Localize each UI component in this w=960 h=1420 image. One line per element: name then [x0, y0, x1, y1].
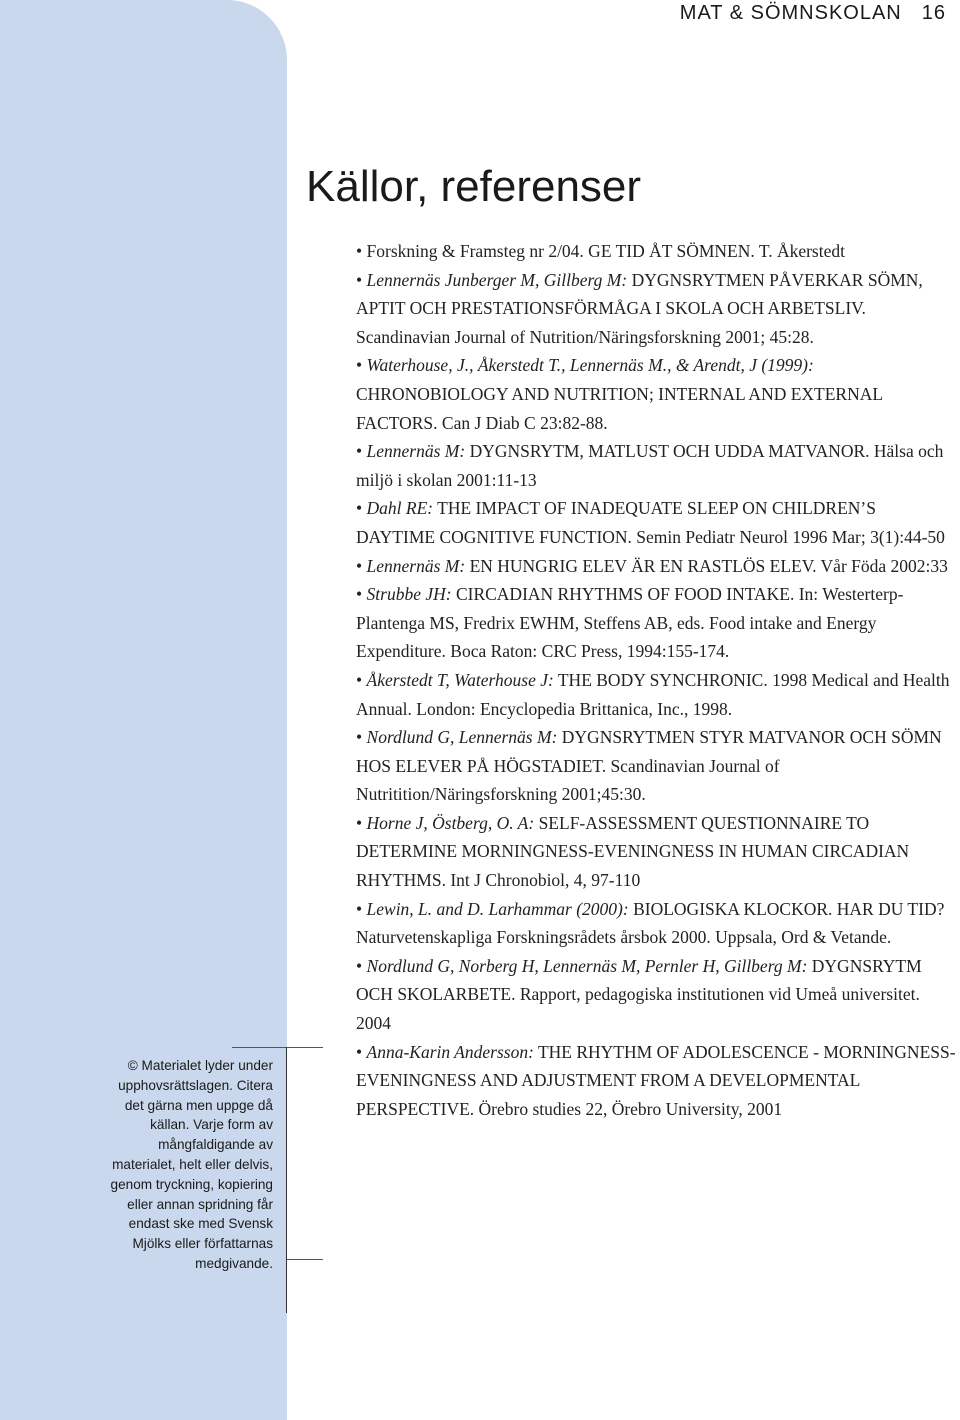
reference-item: [356, 666, 958, 723]
reference-text: THE IMPACT OF INADEQUATE SLEEP ON CHILDREN’S DAYTIME COGNITIVE FUNCTION. Semin Pediatr Neurol 1996 Mar; 3(1):44-50: [356, 498, 945, 547]
page-title: Källor, referenser: [306, 162, 642, 211]
reference-item: [356, 895, 958, 952]
reference-text: DYGNSRYTM OCH SKOLARBETE. Rapport, pedagogiska institutionen vid Umeå universitet. 2004: [356, 955, 922, 1034]
reference-authors: Nordlund G, Lennernäs M:: [366, 727, 558, 748]
reference-item: [356, 266, 958, 352]
copyright-notice: © Materialet lyder under upphovsrättslagen. Citera det gärna men uppge då källan. Varje form av mångfaldigande av materialet, helt eller delvis, genom tryckning, kopiering eller annan spridning får endast ske med Svensk Mjölks eller författarnas medgivande.: [110, 1058, 273, 1271]
reference-item: [356, 237, 958, 266]
reference-item: [356, 552, 958, 581]
reference-authors: Waterhouse, J., Åkerstedt T., Lennernäs M., & Arendt, J (1999):: [366, 355, 814, 376]
reference-authors: Horne J, Östberg, O. A:: [366, 812, 535, 833]
reference-item: [356, 723, 958, 809]
reference-item: [356, 351, 958, 437]
reference-list: [356, 237, 958, 1123]
reference-item: [356, 437, 958, 494]
reference-item: [356, 580, 958, 666]
divider-line: [287, 1047, 323, 1048]
section-title: MAT & SÖMNSKOLAN: [679, 2, 902, 24]
reference-authors: Åkerstedt T, Waterhouse J:: [366, 669, 554, 690]
reference-authors: Lennernäs M:: [366, 441, 466, 462]
reference-text: THE RHYTHM OF ADOLESCENCE - MORNINGNESS-EVENINGNESS AND ADJUSTMENT FROM A DEVELOPMENTAL PERSPECTIVE. Örebro studies 22, Örebro University, 2001: [356, 1041, 956, 1119]
page-header: [680, 2, 946, 25]
reference-authors: Lewin, L. and D. Larhammar (2000):: [366, 898, 629, 919]
reference-text: DYGNSRYTM, MATLUST OCH UDDA MATVANOR. Hälsa och miljö i skolan 2001:11-13: [356, 441, 944, 490]
reference-item: [356, 809, 958, 895]
divider-line: [287, 1259, 323, 1260]
reference-text: CHRONOBIOLOGY AND NUTRITION; INTERNAL AND EXTERNAL FACTORS. Can J Diab C 23:82-88.: [356, 383, 883, 433]
reference-item: [356, 952, 958, 1038]
reference-authors: Lennernäs Junberger M, Gillberg M:: [366, 269, 628, 290]
reference-text: THE BODY SYNCHRONIC. 1998 Medical and Health Annual. London: Encyclopedia Brittanica, Inc., 1998.: [356, 669, 950, 719]
reference-text: Forskning & Framsteg nr 2/04. GE TID ÅT SÖMNEN. T. Åkerstedt: [366, 241, 845, 261]
reference-authors: Lennernäs M:: [366, 555, 466, 576]
reference-authors: Dahl RE:: [366, 498, 434, 519]
reference-text: CIRCADIAN RHYTHMS OF FOOD INTAKE. In: Westerterp-Plantenga MS, Fredrix EWHM, Steffens AB, eds. Food intake and Energy Expenditure. Boca Raton: CRC Press, 1994:155-174.: [356, 584, 904, 662]
reference-text: BIOLOGISKA KLOCKOR. HAR DU TID? Naturvetenskapliga Forskningsrådets årsbok 2000. Uppsala, Ord & Vetande.: [356, 898, 945, 948]
reference-text: SELF-ASSESSMENT QUESTIONNAIRE TO DETERMINE MORNINGNESS-EVENINGNESS IN HUMAN CIRCADIAN RHYTHMS. Int J Chronobiol, 4, 97-110: [356, 812, 910, 891]
reference-item: [356, 1038, 958, 1124]
divider-line: [286, 1047, 287, 1313]
reference-authors: Anna-Karin Andersson:: [366, 1041, 534, 1062]
reference-authors: Strubbe JH:: [366, 584, 452, 605]
divider-line: [232, 1047, 287, 1048]
reference-item: [356, 494, 958, 551]
reference-authors: Nordlund G, Norberg H, Lennernäs M, Pernler H, Gillberg M:: [366, 955, 808, 976]
reference-text: DYGNSRYTMEN PÅVERKAR SÖMN, APTIT OCH PRESTATIONSFÖRMÅGA I SKOLA OCH ARBETSLIV. Scandinavian Journal of Nutrition/Näringsforskning 2001; 45:28.: [356, 269, 923, 347]
reference-text: DYGNSRYTMEN STYR MATVANOR OCH SÖMN HOS ELEVER PÅ HÖGSTADIET. Scandinavian Journal of Nutritition/Näringsforskning 2001;45:30.: [356, 727, 942, 805]
reference-text: EN HUNGRIG ELEV ÄR EN RASTLÖS ELEV. Vår Föda 2002:33: [465, 555, 948, 576]
page-number: 16: [921, 2, 946, 24]
